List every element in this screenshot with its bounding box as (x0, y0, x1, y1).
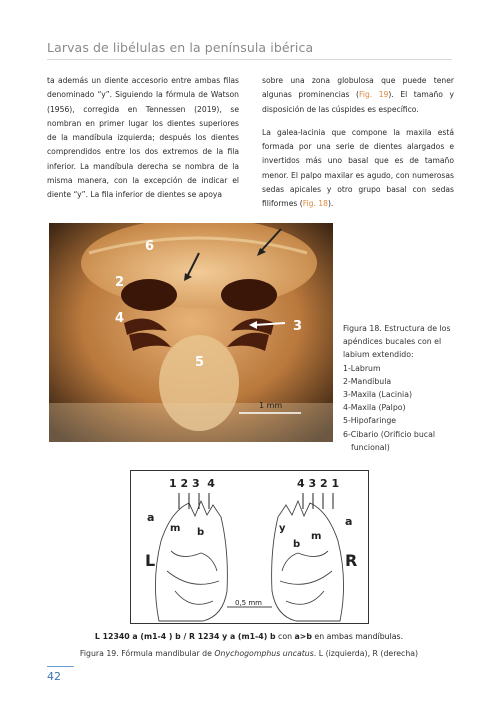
caption-item: 4-Maxila (Palpo) (343, 403, 406, 413)
caption-item-continuation: funcional) (351, 442, 390, 452)
right-label-m: m (311, 531, 322, 542)
right-tag: R (345, 551, 358, 570)
figure19-drawing (130, 470, 369, 624)
right-text-column (262, 74, 454, 221)
label-4: 4 (115, 311, 125, 326)
label-2: 2 (115, 275, 125, 290)
left-text-column (47, 74, 239, 212)
scale-bar-label: 1 mm (259, 401, 283, 410)
left-label-m: m (170, 523, 181, 534)
left-tag: L (145, 551, 156, 570)
right-tooth-numbers: 4 3 2 1 (297, 477, 340, 490)
fig18-link[interactable]: Fig. 18 (302, 199, 328, 209)
caption-item: 6-Cibario (Orificio bucal (343, 429, 436, 439)
caption-item: 2-Mandíbula (343, 376, 392, 386)
label-5: 5 (195, 355, 205, 370)
left-label-b: b (197, 527, 205, 538)
label-3: 3 (293, 319, 303, 334)
caption-item: 5-Hipofaringe (343, 416, 397, 426)
mouthparts-photo-illustration (49, 223, 333, 442)
left-paragraph: ta además un diente accesorio entre ambas filas denominado “y”. Siguiendo la fórmula de Watson (1956), corregida en Tennessen (2019), se nombran en primer lugar los dientes superiores de la mandíbula izquierda; después los dientes comprendidos entre los dos extremos de la fila inferior. La mandíbula derecha se nombra de la misma manera, con la excepción de indicar el diente “y”. La fila inferior de dientes se apoya (47, 76, 239, 200)
right-label-a: a (345, 515, 353, 528)
header-divider (47, 59, 452, 60)
figure18-photo (49, 223, 333, 442)
caption-item: 1-Labrum (343, 363, 381, 373)
page-number: 42 (47, 670, 61, 683)
left-tooth-numbers: 1 2 3 4 (169, 477, 215, 490)
right-label-y: y (279, 523, 286, 534)
figure18-caption-title: Figura 18. Estructura de los apéndices bucales con el labium extendido: (343, 324, 451, 360)
figure18-caption (343, 322, 458, 454)
figure19-caption: Figura 19. Fórmula mandibular de Onychogomphus uncatus. L (izquierda), R (derecha) (79, 649, 419, 658)
label-6: 6 (145, 239, 155, 254)
right-paragraph-1: sobre una zona globulosa que puede tener algunas prominencias (Fig. 19). El tamaño y disposición de las cúspides es específico. (262, 76, 454, 114)
running-header: Larvas de libélulas en la península ibérica (47, 40, 314, 55)
left-label-a: a (147, 511, 155, 524)
caption-item: 3-Maxila (Lacinia) (343, 390, 413, 400)
right-paragraph-2: La galea-lacinia que compone la maxila está formada por una serie de dientes alargados e invertidos más uno basal que es de tamaño menor. El palpo maxilar es agudo, con numerosas sedas apicales y otro grupo basal con sedas filiformes (Fig. 18). (262, 127, 454, 209)
right-label-b: b (293, 539, 301, 550)
mandibular-formula: L 12340 a (m1-4 ) b / R 1234 y a (m1-4) b con a>b en ambas mandíbulas. (94, 632, 404, 641)
footer-divider (47, 666, 74, 667)
fig19-link[interactable]: Fig. 19 (359, 90, 389, 100)
fig19-scale-label: 0,5 mm (235, 599, 262, 607)
